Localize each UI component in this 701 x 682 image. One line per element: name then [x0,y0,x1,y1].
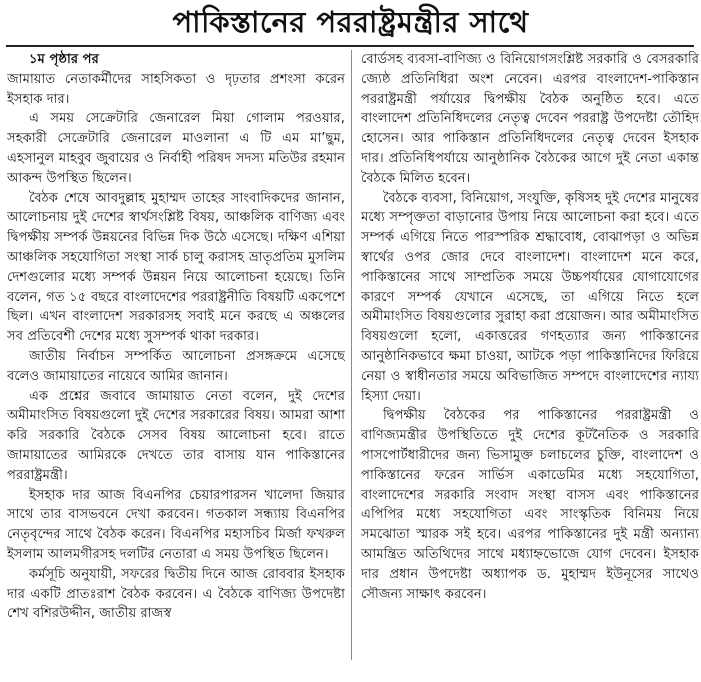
paragraph: জামায়াত নেতাকর্মীদের সাহসিকতা ও দৃঢ়তার প্রশংসা করেন ইসহাক দার। [7,71,345,107]
right-column [361,50,699,666]
paragraph: কর্মসূচি অনুযায়ী, সফরের দ্বিতীয় দিনে আজ রোববার ইসহাক দার একটি প্রাতঃরাশ বৈঠক করবেন। এ বৈঠকে বাণিজ্য উপদেষ্টা শেখ বশিরউদ্দীন, জাতীয় রাজস্ব [7,566,345,622]
column-divider [351,50,352,660]
paragraph: বোর্ডসহ ব্যবসা-বাণিজ্য ও বিনিয়োগসংশ্লিষ্ট সরকারি ও বেসরকারি জ্যেষ্ঠ প্রতিনিধিরা অংশ নেবেন। এরপর বাংলাদেশ-পাকিস্তান পররাষ্ট্রমন্ত্রী পর্যায়ের দ্বিপক্ষীয় বৈঠক অনুষ্ঠিত হবে। এতে বাংলাদেশ প্রতিনিধিদলের নেতৃত্ব দেবেন পররাষ্ট্র উপদেষ্টা তৌহিদ হোসেন। আর পাকিস্তান প্রতিনিধিদলের নেতৃত্ব দেবেন ইসহাক দার। প্রতিনিধিপর্যায়ে আনুষ্ঠানিক বৈঠকের আগে দুই নেতা একান্ত বৈঠকে মিলিত হবেন। [361,52,699,186]
paragraph: এক প্রশ্নের জবাবে জামায়াত নেতা বলেন, দুই দেশের অমীমাংসিত বিষয়গুলো দুই দেশের সরকারের বিষয়। আমরা আশা করি সরকারি বৈঠকে সেসব বিষয় আলোচনা হবে। রাতে জামায়াতের আমিরকে দেখতে তার বাসায় যান পাকিস্তানের পররাষ্ট্রমন্ত্রী। [7,388,345,483]
paragraph: জাতীয় নির্বাচন সম্পর্কিত আলোচনা প্রসঙ্গক্রমে এসেছে বলেও জামায়াতের নায়েবে আমির জানান। [7,348,345,384]
headline-divider [6,45,694,47]
continued-from-label: ১ম পৃষ্ঠার পর [29,52,99,67]
paragraph: ইসহাক দার আজ বিএনপির চেয়ারপারসন খালেদা জিয়ার সাথে তার বাসভবনে দেখা করবেন। গতকাল সন্ধ্যায় বিএনপির নেতৃবৃন্দের সাথে বৈঠক করেন। বিএনপির মহাসচিব মির্জা ফখরুল ইসলাম আলমগীরসহ দলটির নেতারা এ সময় উপস্থিত ছিলেন। [7,487,345,562]
paragraph: এ সময় সেক্রেটারি জেনারেল মিয়া গোলাম পরওয়ার, সহকারী সেক্রেটারি জেনারেল মাওলানা এ টি এম মা’ছুম, এহসানুল মাহবুব জুবায়ের ও নির্বাহী পরিষদ সদস্য মতিউর রহমান আকন্দ উপস্থিত ছিলেন। [7,111,345,186]
paragraph: দ্বিপক্ষীয় বৈঠকের পর পাকিস্তানের পররাষ্ট্রমন্ত্রী ও বাণিজ্যমন্ত্রীর উপস্থিতিতে দুই দেশের কূটনৈতিক ও সরকারি পাসপোর্টধারীদের জন্য ভিসামুক্ত চলাচলের চুক্তি, বাংলাদেশ ও পাকিস্তানের ফরেন সার্ভিস একাডেমির মধ্যে সহযোগিতা, বাংলাদেশের সরকারি সংবাদ সংস্থা বাসস এবং পাকিস্তানের এপিপির মধ্যে সহযোগিতা এবং সাংস্কৃতিক বিনিময় নিয়ে সমঝোতা স্মারক সই হবে। এরপর পাকিস্তানের দুই মন্ত্রী অন্যান্য আমন্ত্রিত অতিথিদের সাথে মধ্যাহ্নভোজে যোগ দেবেন। ইসহাক দার প্রধান উপদেষ্টা অধ্যাপক ড. মুহাম্মদ ইউনূসের সাথেও সৌজন্য সাক্ষাৎ করবেন। [361,408,699,602]
paragraph: বৈঠক শেষে আবদুল্লাহ মুহাম্মদ তাহের সাংবাদিকদের জানান, আলোচনায় দুই দেশের স্বার্থসংশ্লিষ্ট বিষয়, আঞ্চলিক বাণিজ্য এবং দ্বিপক্ষীয় সম্পর্ক উন্নয়নের বিভিন্ন দিক উঠে এসেছে। দক্ষিণ এশিয়া আঞ্চলিক সহযোগিতা সংস্থা সার্ক চালু করাসহ ভ্রাতৃপ্রতিম মুসলিম দেশগুলোর মধ্যে সম্পর্ক উন্নয়ন নিয়ে আলোচনা হয়েছে। তিনি বলেন, গত ১৫ বছরে বাংলাদেশের পররাষ্ট্রনীতি বিষয়টি একপেশে ছিল। এখন বাংলাদেশ সরকারসহ সবাই মনে করছে এ অঞ্চলের সব প্রতিবেশী দেশের মধ্যে সুসম্পর্ক থাকা দরকার। [7,190,345,345]
left-column [7,50,345,682]
paragraph: বৈঠকে ব্যবসা, বিনিয়োগ, সংযুক্তি, কৃষিসহ দুই দেশের মানুষের মধ্যে সম্পৃক্ততা বাড়ানোর উপায় নিয়ে আলোচনা করা হবে। এতে সম্পর্ক এগিয়ে নিতে পারস্পরিক শ্রদ্ধাবোধ, বোঝাপড়া ও অভিন্ন স্বার্থের ওপর জোর দেবে বাংলাদেশ। বাংলাদেশ মনে করে, পাকিস্তানের সাথে সাম্প্রতিক সময়ে উচ্চপর্যায়ের যোগাযোগের কারণে সম্পর্ক যেখানে এসেছে, তা এগিয়ে নিতে হলে অমীমাংসিত বিষয়গুলোর সুরাহা করা প্রয়োজন। আর অমীমাংসিত বিষয়গুলো হলো, একাত্তরের গণহত্যার জন্য পাকিস্তানের আনুষ্ঠানিকভাবে ক্ষমা চাওয়া, আটকে পড়া পাকিস্তানিদের ফিরিয়ে নেয়া ও স্বাধীনতার সময়ে অবিভাজিত সম্পদে বাংলাদেশের ন্যায্য হিস্যা দেয়া। [361,190,699,404]
headline: পাকিস্তানের পররাষ্ট্রমন্ত্রীর সাথে [172,5,529,39]
